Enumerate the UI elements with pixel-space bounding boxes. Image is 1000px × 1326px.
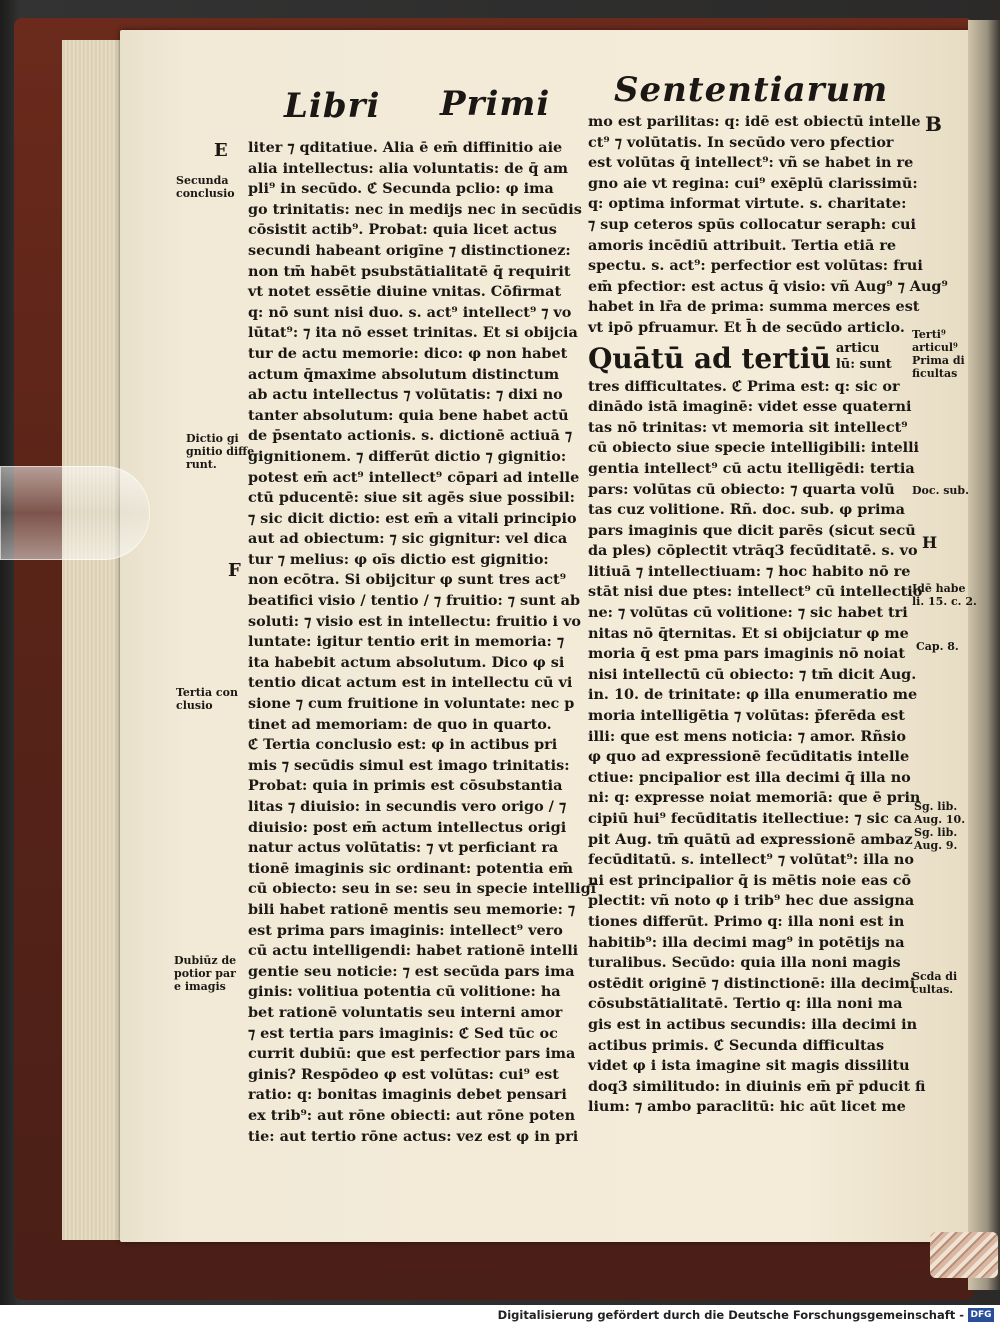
note-line: Secunda (176, 174, 229, 187)
note-line: e imagis (174, 980, 226, 993)
text-line: beatifici visio / tentio / ⁊ fruitio: ⁊ sunt ab (248, 592, 581, 610)
text-line: gentia intellect⁹ cū actu itelligēdi: tertia (588, 459, 915, 477)
note-line: potior par (174, 967, 236, 980)
text-line: ostēdit originē ⁊ distinctionē: illa decimi (588, 974, 916, 992)
note-line: Cap. 8. (916, 640, 959, 653)
text-line: lium: ⁊ ambo paraclitū: hic aūt licet me (588, 1098, 906, 1116)
text-line: da ples) cōplectit vtrāq3 fecūditatē. s. vo (588, 542, 918, 560)
text-line: cōsubstātialitatē. Tertio q: illa noni ma (588, 995, 903, 1013)
note-line: Prima di (912, 354, 965, 367)
text-line: gignitionem. ⁊ differūt dictio ⁊ gignitio: (248, 447, 567, 465)
note-sg-lib (914, 800, 965, 852)
text-line: em̄ pfectior: est actus q̄ visio: vñ Aug⁹ ⁊ Aug⁹ (588, 277, 948, 295)
text-line: nisi intellectū cū obiecto: ⁊ tm̄ dicit Aug. (588, 665, 917, 683)
note-line: conclusio (176, 187, 235, 200)
note-dictio (186, 432, 254, 471)
text-line: pit Aug. tm̄ quātū ad expressionē ambaz (588, 830, 913, 848)
note-secunda-difficultas (912, 970, 957, 996)
text-line: aut ad obiectum: ⁊ sic gignitur: vel dica (248, 530, 568, 548)
text-line: secundi habeant origīne ⁊ distinctionez: (248, 241, 571, 259)
text-line: pars: volūtas cū obiecto: ⁊ quarta volū (588, 480, 895, 498)
note-line: Doc. sub. (912, 484, 969, 497)
running-head-right: Sententiarum (614, 70, 889, 110)
text-line: ni: q: expresse noiat memoriā: que ē prin (588, 789, 921, 807)
marginal-initial-f: F (228, 560, 241, 581)
text-line: liter ⁊ qditatiue. Alia ē em̄ diffinitio aie (248, 139, 563, 156)
note-cap-8 (916, 640, 959, 653)
text-line: natur actus volūtatis: ⁊ vt perficiant ra (248, 839, 559, 857)
note-line: H (922, 533, 938, 552)
text-line: diuisio: post em̄ actum intellectus origi (248, 818, 567, 836)
text-line: go trinitatis: nec in medijs nec in secūdis (248, 200, 582, 218)
article-heading-big: Quātū ad tertiū (588, 341, 831, 375)
text-line: actum q̄maxime absolutum distinctum (248, 365, 560, 383)
text-line: moria intelligētia ⁊ volūtas: p̄ferēda est (588, 707, 905, 725)
text-line: gis est in actibus secundis: illa decimi in (588, 1015, 918, 1033)
text-line: tas nō trinitas: vt memoria sit intellect⁹ (588, 418, 908, 436)
text-line: alia intellectus: alia voluntatis: de q̄ am (248, 159, 569, 177)
text-line: bet rationē voluntatis seu interni amor (248, 1003, 563, 1021)
text-line: soluti: ⁊ visio est in intellectu: fruitio i vo (248, 612, 581, 630)
text-line: litiuā ⁊ intellectiuam: ⁊ hoc habito nō re (588, 562, 911, 580)
text-line: non tm̄ habēt psubstātialitatē q̄ requirit (248, 262, 571, 280)
note-line: cultas. (912, 983, 954, 996)
text-line: tentio dicat actum est in intellectu cū vi (248, 674, 573, 692)
text-line: vt ipō pfruamur. Et h̄ de secūdo articlo. (588, 318, 905, 336)
text-line: q: optima informat virtute. s. charitate: (588, 195, 907, 213)
text-line: pli⁹ in secūdo. ℭ Secunda pclio: φ ima (248, 180, 554, 198)
text-line: de p̄sentato actionis. s. dictionē actiuā ⁊ (248, 427, 572, 445)
signature-letter: B (925, 112, 942, 136)
text-line: ab actu intellectus ⁊ volūtatis: ⁊ dixi no (248, 386, 563, 404)
text-line: in. 10. de trinitate: φ illa enumeratio me (588, 686, 918, 704)
text-line: ℭ Tertia conclusio est: φ in actibus pri (248, 736, 558, 754)
note-line: runt. (186, 458, 217, 471)
text-line: q: nō sunt nisi duo. s. act⁹ intellect⁹ ⁊ vo (248, 303, 572, 321)
text-line: pars imaginis que dicit parēs (sicut secū (588, 521, 916, 539)
text-line: ⁊ est tertia pars imaginis: ℭ Sed tūc oc (248, 1024, 558, 1042)
note-line: gnitio diffe (186, 445, 255, 458)
text-line: ne: ⁊ volūtas cū volitione: ⁊ sic habet tri (588, 604, 908, 622)
text-line: φ quo ad expressionē fecūditatis intelle (588, 748, 910, 766)
note-line: ficultas (912, 367, 958, 380)
text-line: litas ⁊ diuisio: in secundis vero origo / ⁊ (248, 798, 567, 815)
text-line: tres difficultates. ℭ Prima est: q: sic or (588, 377, 900, 395)
text-line: bili habet rationē mentis seu memorie: ⁊ (248, 900, 576, 918)
note-line: Aug. 10. (914, 813, 966, 826)
text-line: ctū pducentē: siue sit agēs siue possibil: (248, 489, 575, 507)
text-line: est volūtas q̄ intellect⁹: vñ se habet in re (588, 154, 914, 172)
text-line: tanter absolutum: quia bene habet actū (248, 406, 569, 424)
text-line: tur de actu memorie: dico: φ non habet (248, 344, 568, 362)
text-line: ita habebit actum absolutum. Dico φ si (248, 653, 565, 671)
note-line: Sg. lib. (914, 826, 958, 839)
note-line: articul⁹ (912, 341, 958, 354)
text-line: cipiū hui⁹ fecūditatis itellectiue: ⁊ sic ca (588, 810, 913, 827)
left-text-column (248, 138, 597, 1147)
text-line: ni est principalior q̄ is mētis noie eas cō (588, 871, 912, 889)
text-line: mo est parilitas: q: idē est obiectū intelle (588, 113, 921, 130)
note-line: Idē habe (912, 582, 966, 595)
text-line: tinet ad memoriam: de quo in quarto. (248, 715, 552, 733)
running-head-middle: Primi (440, 84, 551, 124)
text-line: cū actu intelligendi: habet rationē intelli (248, 942, 579, 960)
bookmark-ribbon (930, 1232, 998, 1278)
text-line: spectu. s. act⁹: perfectior est volūtas: frui (588, 257, 923, 275)
text-line: ginis? Respōdeo φ est volūtas: cui⁹ est (248, 1065, 559, 1083)
right-column-part-2 (588, 377, 926, 1118)
note-line: Aug. 9. (914, 839, 958, 852)
text-line: stāt nisi due ptes: intellect⁹ cū intellectio (588, 583, 923, 601)
note-line: Scda di (912, 970, 958, 983)
text-line: mis ⁊ secūdis simul est imago trinitatis: (248, 756, 570, 774)
text-line: tionē imaginis sic ordinant: potentia em̄ (248, 859, 573, 877)
note-line: li. 15. c. 2. (912, 595, 977, 608)
article-heading-small (836, 341, 892, 373)
heading-small-line: lū: sunt (835, 356, 892, 372)
note-tertia-conclusio (176, 686, 238, 712)
text-line: ctiue: pncipalior est illa decimi q̄ illa no (588, 768, 911, 786)
text-line: Probat: quia in primis est cōsubstantia (248, 777, 563, 795)
text-line: fecūditatū. s. intellect⁹ ⁊ volūtat⁹: illa no (588, 851, 914, 869)
running-head-left: Libri (284, 86, 381, 126)
text-line: gentie seu noticie: ⁊ est secūda pars ima (248, 962, 575, 980)
text-line: ginis: volitiua potentia cū volitione: ha (248, 983, 561, 1001)
text-line: tiones differūt. Primo q: illa noni est in (588, 912, 905, 930)
note-line: clusio (176, 699, 213, 712)
text-line: habet in lr̄a de prima: summa merces est (588, 298, 920, 316)
text-line: lūtat⁹: ⁊ ita nō esset trinitas. Et si obijcia (248, 324, 578, 342)
text-line: potest em̄ act⁹ intellect⁹ cōpari ad intelle (248, 468, 580, 486)
article-heading (588, 341, 914, 377)
text-line: est prima pars imaginis: intellect⁹ vero (248, 921, 563, 939)
note-doc-sub (912, 484, 969, 497)
text-line: videt φ i ista imagine sit magis dissilitu (588, 1057, 910, 1075)
text-line: moria q̄ est pma pars imaginis nō noiat (588, 645, 906, 663)
text-line: tas cuz volitione. Rñ. doc. sub. φ prima (588, 501, 905, 519)
page-holder-clip (0, 466, 150, 560)
text-line: non ecōtra. Si obijcitur φ sunt tres act⁹ (248, 571, 567, 589)
dfg-logo: DFG (968, 1308, 994, 1322)
text-line: ⁊ sic dicit dictio: est em̄ a vitali principio (248, 509, 577, 527)
text-line: tur ⁊ melius: φ oīs dictio est gignitio: (248, 550, 549, 568)
text-line: cōsistit actib⁹. Probat: quia licet actus (248, 221, 557, 239)
note-line: Tertia con (176, 686, 238, 699)
text-line: dinādo istā imaginē: videt esse quaterni (588, 398, 912, 416)
text-line: ex trib⁹: aut rōne obiecti: aut rōne poten (248, 1106, 576, 1124)
text-line: currit dubiū: que est perfectior pars ima (248, 1045, 576, 1063)
text-line: gno aie vt regina: cui⁹ exēplū clarissimū: (588, 174, 918, 192)
note-secunda-conclusio (176, 174, 235, 200)
note-line: Dictio gi (186, 432, 239, 445)
note-line: Terti⁹ (912, 328, 946, 341)
text-line: luntate: igitur tentio erit in memoria: ⁊ (248, 633, 565, 651)
text-line: ct⁹ ⁊ volūtatis. In secūdo vero pfectior (588, 133, 894, 151)
note-line: Dubiūz de (174, 954, 237, 967)
text-line: ⁊ sup ceteros spūs collocatur seraph: cui (588, 215, 916, 233)
funding-notice: Digitalisierung gefördert durch die Deutsche Forschungsgemeinschaft - (497, 1308, 964, 1322)
text-line: illi: que est mens noticia: ⁊ amor. Rñsio (588, 727, 906, 745)
text-line: amoris incēdiū attribuit. Tertia etiā re (588, 236, 897, 254)
page-edges (62, 40, 122, 1240)
text-line: cū obiecto siue specie intelligibili: intelli (588, 439, 920, 457)
text-line: nitas nō q̄ternitas. Et si obijciatur φ me (588, 624, 909, 642)
note-dubium (174, 954, 236, 993)
text-line: habitib⁹: illa decimi mag⁹ in potētijs na (588, 933, 905, 951)
text-line: sione ⁊ cum fruitione in voluntate: nec p (248, 695, 575, 713)
text-line: plectit: vñ noto φ i trib⁹ hec due assigna (588, 892, 915, 910)
note-h (922, 533, 938, 552)
note-line: Sg. lib. (914, 800, 958, 813)
text-line: cū obiecto: seu in se: seu in specie intelligi (248, 880, 597, 898)
marginal-initial-e: E (214, 140, 228, 161)
text-line: ratio: q: bonitas imaginis debet pensari (248, 1086, 567, 1104)
footer-bar (0, 1305, 1000, 1326)
text-line: tie: aut tertio rōne actus: vez est φ in pri (248, 1127, 579, 1145)
heading-small-line: articu (835, 340, 880, 356)
text-line: actibus primis. ℭ Secunda difficultas (588, 1036, 885, 1054)
text-line: turalibus. Secūdo: quia illa noni magis (588, 954, 901, 972)
facing-page-edge (968, 20, 1000, 1290)
text-line: doq3 similitudo: in diuinis em̄ pr̄ pducit fi (588, 1077, 926, 1095)
note-tertius-articulus (912, 328, 965, 380)
text-line: vt notet essētie diuine vnitas. Cōfirmat (248, 283, 562, 301)
